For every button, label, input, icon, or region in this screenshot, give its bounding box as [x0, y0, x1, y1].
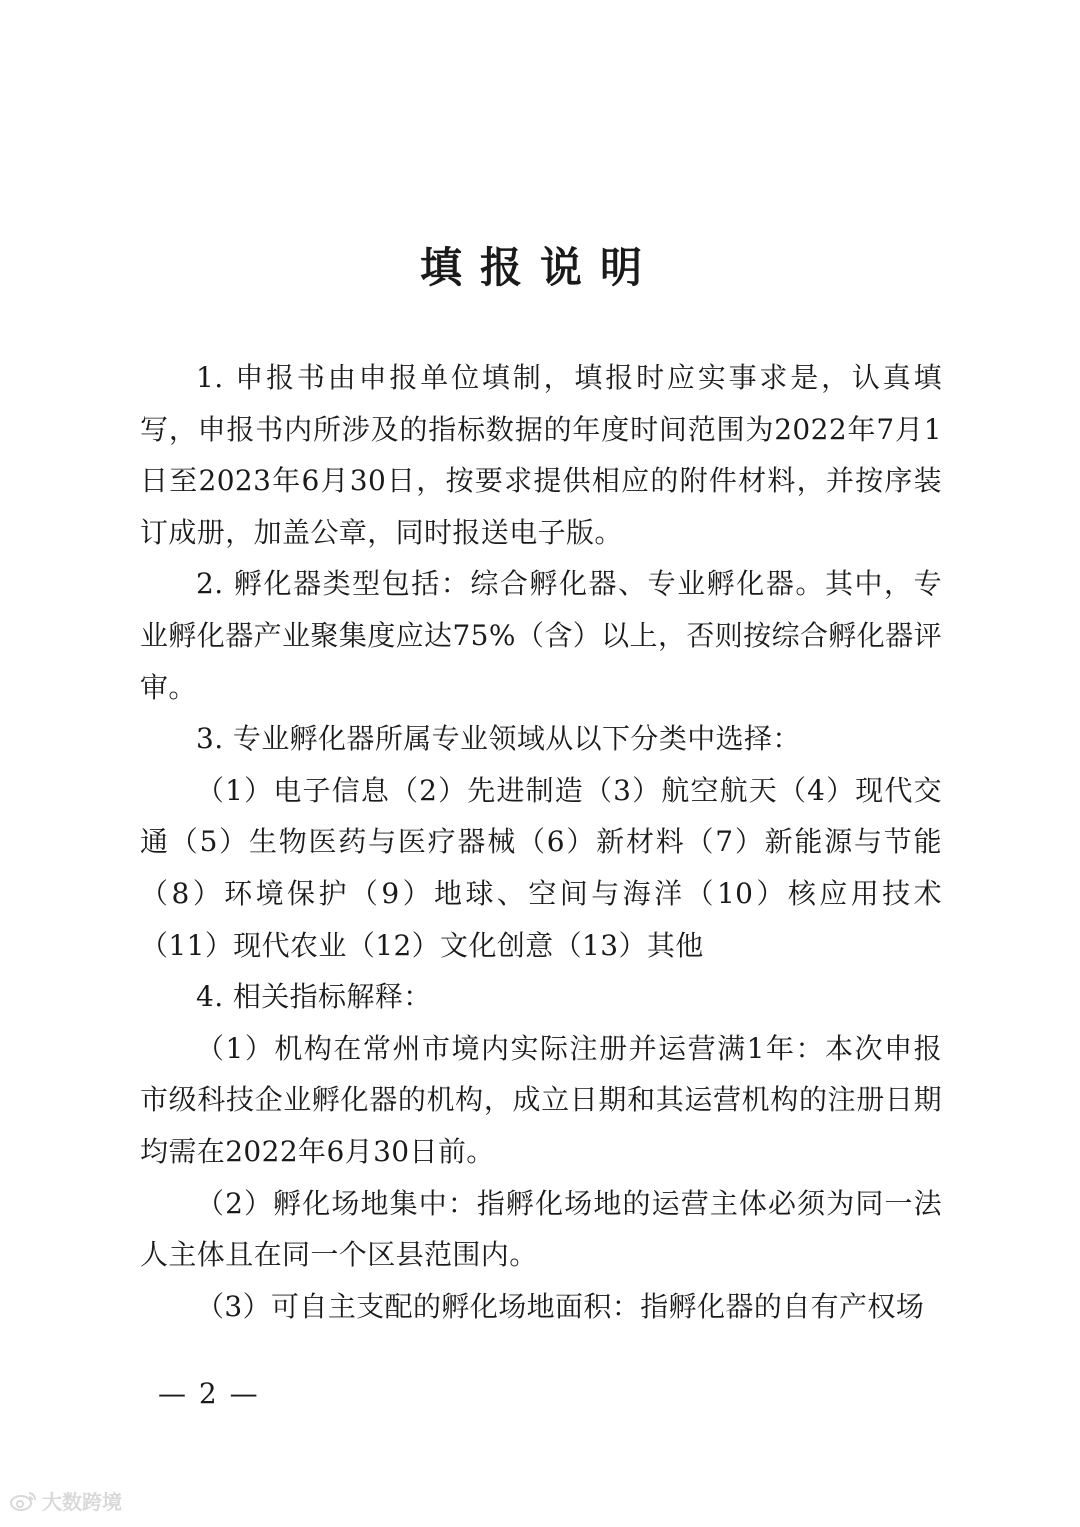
paragraph-1: 1. 申报书由申报单位填制，填报时应实事求是，认真填写，申报书内所涉及的指标数据的年度时间范围为2022年7月1日至2023年6月30日，按要求提供相应的附件材料，并按序装订成册，加盖公章，同时报送电子版。 [140, 361, 942, 549]
paragraph-2: 2. 孵化器类型包括：综合孵化器、专业孵化器。其中，专业孵化器产业聚集度应达75%（含）以上，否则按综合孵化器评审。 [140, 567, 942, 704]
document-body [140, 352, 942, 1332]
paragraph-4-2: （2）孵化场地集中：指孵化场地的运营主体必须为同一法人主体且在同一个区县范围内。 [140, 1186, 942, 1272]
paragraph-field-list: （1）电子信息（2）先进制造（3）航空航天（4）现代交通（5）生物医药与医疗器械（6）新材料（7）新能源与节能（8）环境保护（9）地球、空间与海洋（10）核应用技术（11）现代农业（12）文化创意（13）其他 [140, 773, 942, 962]
watermark [10, 1486, 122, 1515]
weibo-logo-icon [10, 1490, 38, 1512]
page-number: — 2 — [158, 1377, 260, 1410]
watermark-text: 大数跨境 [42, 1490, 122, 1514]
paragraph-3: 3. 专业孵化器所属专业领域从以下分类中选择： [196, 722, 801, 756]
paragraph-4-1: （1）机构在常州市境内实际注册并运营满1年：本次申报市级科技企业孵化器的机构，成立日期和其运营机构的注册日期均需在2022年6月30日前。 [140, 1031, 942, 1168]
page-title: 填报说明 [419, 243, 660, 292]
paragraph-4: 4. 相关指标解释： [196, 980, 432, 1014]
paragraph-4-3: （3）可自主支配的孵化场地面积：指孵化器的自有产权场 [196, 1289, 925, 1323]
